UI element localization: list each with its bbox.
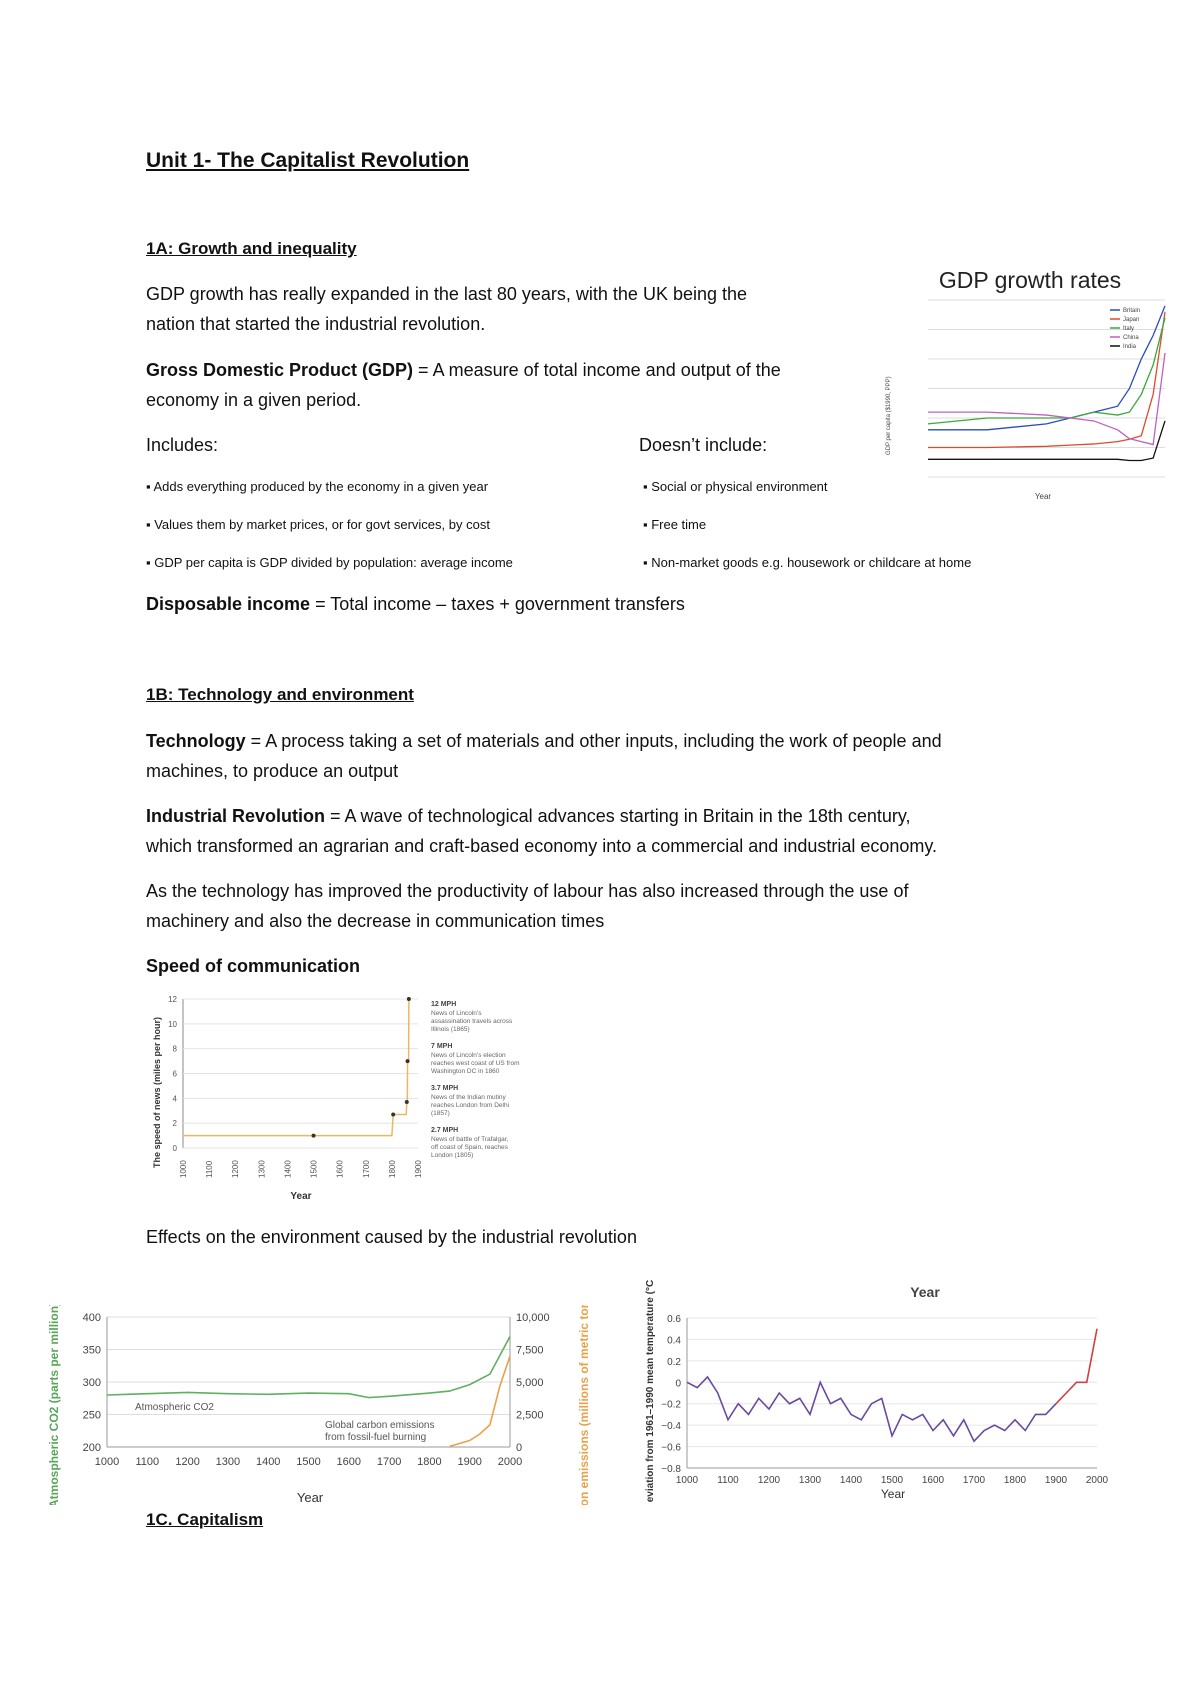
x-tick-label: 1000 (179, 1160, 188, 1178)
technology-term: Technology (146, 731, 246, 751)
includes-label: Includes: (146, 435, 219, 455)
annotation-text: Washington DC in 1860 (431, 1068, 500, 1075)
temperature-deviation-chart (635, 1280, 1175, 1502)
co2-chart-svg (40, 1305, 600, 1505)
text-line: machinery and also the decrease in communication times (146, 911, 605, 931)
y2-tick-label: 5,000 (516, 1377, 544, 1389)
x-tick-label: 1800 (417, 1456, 442, 1468)
y-tick-label: 2 (172, 1119, 177, 1129)
x-tick-label: 2000 (1085, 1475, 1109, 1486)
x-tick-label: 1400 (839, 1475, 863, 1486)
technology-definition (146, 726, 1066, 786)
y-tick-label: 350 (82, 1344, 101, 1357)
gdp-growth-chart-svg (880, 255, 1176, 505)
co2-series-label: Atmospheric CO2 (135, 1402, 214, 1413)
excludes-item: ▪ Non-market goods e.g. housework or childcare at home (643, 555, 972, 570)
x-tick-label: 1200 (231, 1160, 241, 1178)
x-tick-label: 1100 (135, 1456, 160, 1468)
x-tick-label: 1300 (257, 1160, 267, 1178)
x-tick-label: 1400 (255, 1456, 281, 1468)
includes-item: ▪ GDP per capita is GDP divided by population: average income (146, 555, 513, 570)
x-tick-label: 1500 (296, 1456, 321, 1468)
industrial-revolution-term: Industrial Revolution (146, 806, 326, 826)
annotation-text: reaches west coast of US from (431, 1060, 520, 1067)
annotation-text: Illinois (1865) (431, 1026, 470, 1033)
y-tick-label: 8 (172, 1044, 177, 1054)
x-tick-label: 1700 (962, 1475, 986, 1486)
temperature-line-recent (1056, 1329, 1097, 1404)
section-1b-heading: 1B: Technology and environment (146, 685, 414, 704)
x-tick-label: 1500 (880, 1475, 904, 1486)
x-axis-label: Year (880, 1487, 906, 1501)
co2-emissions-chart (40, 1305, 600, 1505)
y2-tick-label: 7,500 (516, 1344, 544, 1357)
y-tick-label: 0.2 (667, 1356, 681, 1368)
y-tick-label: 0 (172, 1144, 177, 1153)
section-1a-paragraph (146, 279, 866, 339)
disposable-income-text: = Total income – taxes + government transfers (310, 594, 685, 614)
excludes-item: ▪ Social or physical environment (643, 479, 828, 494)
x-tick-label: 1800 (1003, 1475, 1027, 1486)
speed-of-communication-chart (146, 993, 572, 1203)
temperature-line (687, 1377, 1056, 1441)
text-line: nation that started the industrial revolution. (146, 314, 486, 334)
x-axis-label: Year (290, 1191, 312, 1202)
y-axis-label: Deviation from 1961–1990 mean temperature (°C) (645, 1280, 656, 1502)
annotation-text: off coast of Spain, reaches (431, 1144, 508, 1151)
x-tick-label: 1100 (717, 1475, 739, 1486)
annotation-text: News of the Indian mutiny (431, 1094, 506, 1101)
series-line-china (928, 353, 1165, 444)
y-tick-label: 12 (168, 995, 177, 1004)
industrial-revolution-definition (146, 801, 1066, 861)
speed-line (183, 999, 409, 1136)
x-tick-label: 1900 (457, 1456, 482, 1468)
x-tick-label: 1600 (336, 1456, 362, 1468)
y2-axis-label: Carbon emissions (millions of metric tonnes) (577, 1305, 591, 1505)
y-axis-label: Atmospheric CO2 (parts per million) (47, 1305, 61, 1505)
annotation-text: (1857) (431, 1110, 450, 1117)
y-tick-label: 0.4 (667, 1335, 681, 1347)
annotation-title: 7 MPH (431, 1043, 453, 1050)
gdp-definition (146, 355, 876, 415)
excludes-label: Doesn’t include: (639, 435, 768, 455)
y-tick-label: 250 (82, 1409, 101, 1422)
speed-heading: Speed of communication (146, 956, 361, 976)
chart-title: GDP growth rates (938, 267, 1122, 293)
x-tick-label: 1600 (335, 1160, 345, 1178)
series-line-japan (928, 312, 1165, 448)
co2-line (107, 1337, 510, 1398)
text-line: As the technology has improved the productivity of labour has also increased through the use of (146, 881, 909, 901)
series-line-italy (928, 318, 1165, 424)
y-tick-label: −0.4 (661, 1421, 681, 1433)
emissions-series-label: from fossil-fuel burning (325, 1432, 427, 1443)
x-tick-label: 1900 (1044, 1475, 1068, 1486)
x-tick-label: 1200 (757, 1475, 781, 1486)
x-tick-label: 1000 (675, 1475, 699, 1486)
y-axis-label: The speed of news (miles per hour) (152, 1016, 162, 1168)
legend-label: Japan (1123, 317, 1140, 323)
gdp-growth-chart (880, 255, 1176, 505)
temperature-chart-svg (635, 1280, 1175, 1502)
annotation-title: 12 MPH (431, 1001, 457, 1008)
y-tick-label: 200 (82, 1442, 101, 1454)
x-tick-label: 1700 (376, 1456, 402, 1468)
legend-label: Italy (1123, 326, 1135, 332)
y-tick-label: 0.6 (667, 1314, 681, 1325)
legend-label: India (1123, 344, 1137, 350)
page-title: Unit 1- The Capitalist Revolution (146, 149, 470, 172)
legend-label: China (1123, 335, 1139, 341)
gdp-term: Gross Domestic Product (GDP) (146, 360, 414, 380)
section-1a-heading: 1A: Growth and inequality (146, 239, 357, 258)
y-tick-label: 0 (675, 1378, 681, 1390)
x-tick-label: 2000 (497, 1456, 523, 1468)
annotation-text: reaches London from Delhi (431, 1102, 510, 1109)
productivity-paragraph (146, 876, 1066, 936)
y-tick-label: 4 (172, 1094, 177, 1104)
speed-chart-svg (146, 993, 572, 1203)
x-tick-label: 1100 (205, 1160, 215, 1178)
technology-text: = A process taking a set of materials and other inputs, including the work of people and (245, 731, 942, 751)
includes-item: ▪ Values them by market prices, or for govt services, by cost (146, 517, 490, 532)
y2-tick-label: 10,000 (516, 1312, 550, 1324)
chart-title: Year (910, 1284, 940, 1300)
data-point (407, 997, 411, 1001)
gdp-def-text: = A measure of total income and output of the (413, 360, 781, 380)
x-tick-label: 1200 (175, 1456, 200, 1468)
y-tick-label: −0.6 (661, 1442, 681, 1454)
data-point (312, 1134, 316, 1138)
y2-tick-label: 0 (516, 1442, 523, 1454)
y-tick-label: 6 (172, 1069, 177, 1079)
disposable-income-definition (146, 589, 906, 619)
y-tick-label: −0.8 (661, 1464, 681, 1475)
x-tick-label: 1500 (309, 1160, 319, 1178)
emissions-series-label: Global carbon emissions (325, 1420, 435, 1431)
annotation-text: London (1805) (431, 1152, 474, 1159)
y-tick-label: 300 (82, 1377, 101, 1389)
annotation-text: News of Lincoln’s (431, 1010, 482, 1017)
text-line: GDP growth has really expanded in the last 80 years, with the UK being the (146, 284, 748, 304)
annotation-text: assassination travels across (431, 1018, 513, 1025)
x-tick-label: 1000 (94, 1456, 120, 1468)
x-tick-label: 1400 (283, 1160, 293, 1178)
x-tick-label: 1900 (414, 1160, 423, 1178)
excludes-item: ▪ Free time (643, 517, 707, 532)
data-point (391, 1112, 395, 1116)
effects-paragraph: Effects on the environment caused by the industrial revolution (146, 1227, 637, 1247)
y-tick-label: 400 (82, 1312, 101, 1324)
legend-label: Britain (1123, 308, 1141, 314)
y-tick-label: −0.2 (661, 1399, 681, 1411)
industrial-revolution-text: = A wave of technological advances starting in Britain in the 18th century, (325, 806, 911, 826)
text-line: which transformed an agrarian and craft-based economy into a commercial and industrial economy. (146, 836, 938, 856)
text-line: machines, to produce an output (146, 761, 399, 781)
y-tick-label: 10 (168, 1019, 177, 1029)
x-tick-label: 1800 (387, 1160, 397, 1178)
emissions-line (450, 1356, 510, 1446)
x-axis-label: Year (296, 1490, 324, 1505)
data-point (405, 1100, 409, 1104)
x-tick-label: 1700 (361, 1160, 371, 1178)
y-axis-label: GDP per capita ($1990, PPP) (886, 376, 892, 455)
includes-item: ▪ Adds everything produced by the economy in a given year (146, 479, 489, 494)
x-tick-label: 1300 (215, 1456, 241, 1468)
annotation-title: 3.7 MPH (431, 1085, 459, 1092)
series-line-india (928, 421, 1165, 461)
data-point (406, 1059, 410, 1063)
y2-tick-label: 2,500 (516, 1409, 544, 1422)
annotation-text: News of Lincoln’s election (431, 1052, 506, 1059)
annotation-text: News of battle of Trafalgar, (431, 1136, 509, 1143)
x-tick-label: 1600 (921, 1475, 945, 1486)
x-axis-label: Year (1034, 492, 1052, 501)
disposable-income-term: Disposable income (146, 594, 311, 614)
text-line: economy in a given period. (146, 390, 362, 410)
annotation-title: 2.7 MPH (431, 1127, 459, 1134)
x-tick-label: 1300 (798, 1475, 822, 1486)
section-1c-heading: 1C. Capitalism (146, 1510, 264, 1529)
